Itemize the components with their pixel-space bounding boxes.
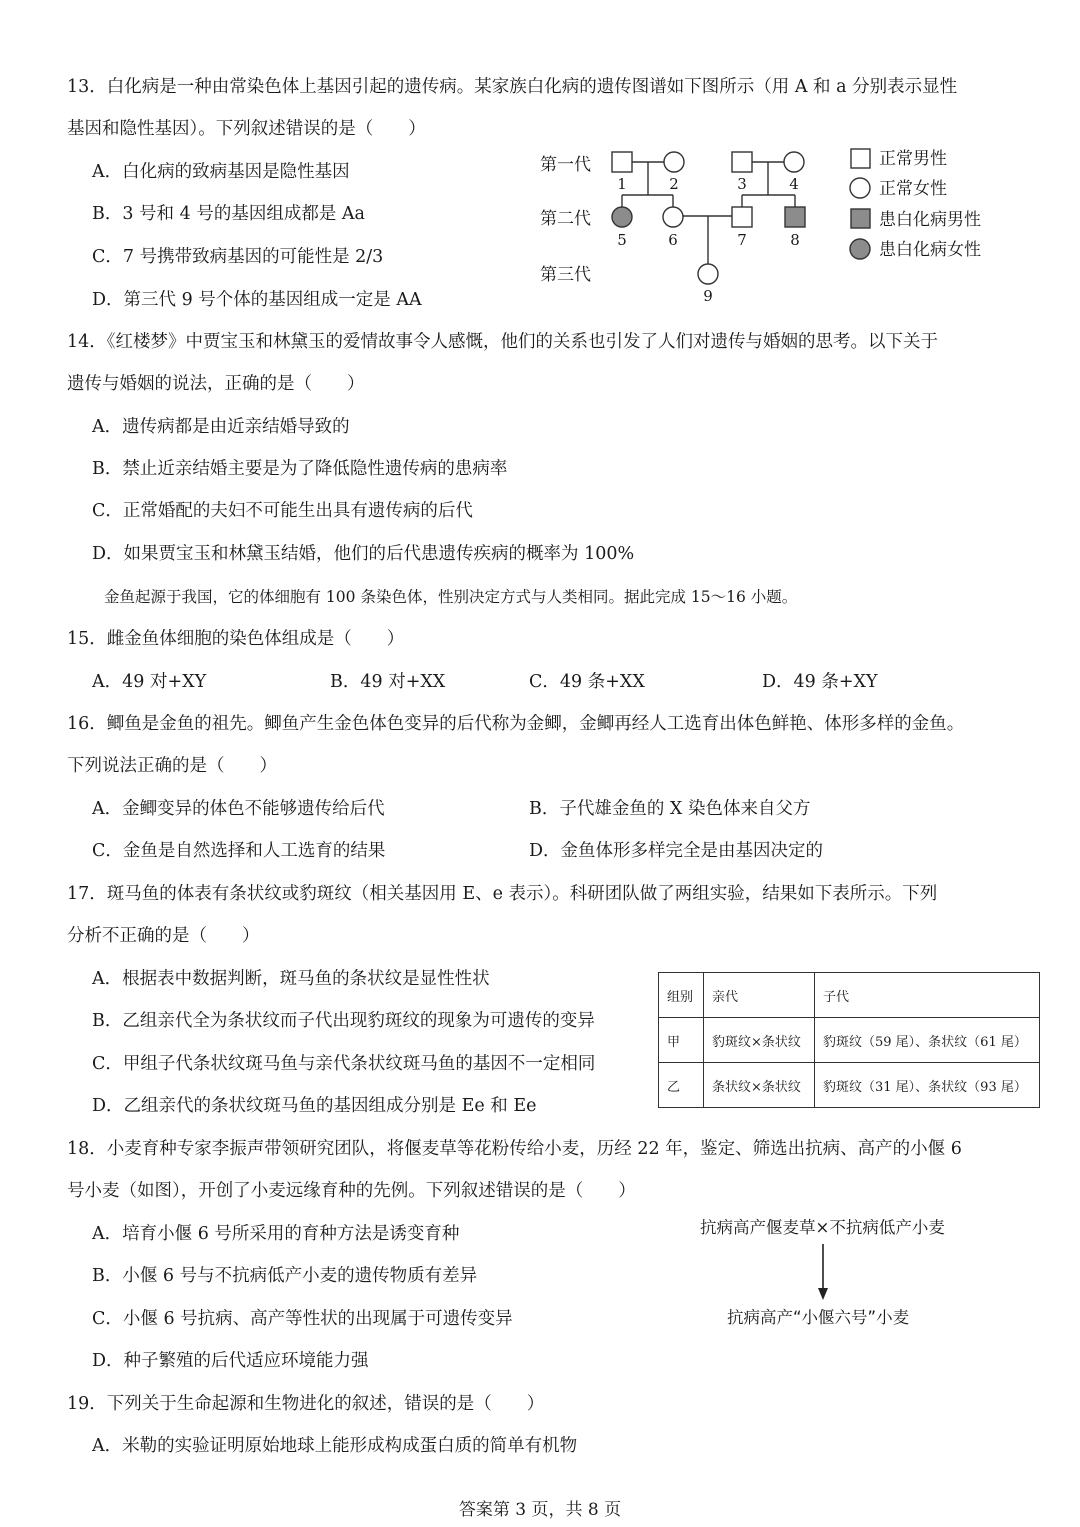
page-footer: 答案第 3 页，共 8 页 (458, 1500, 622, 1520)
q17-option-b: B．乙组亲代全为条状纹而子代出现豹斑纹的现象为可遗传的变异 (92, 1011, 595, 1031)
table-cell: 豹斑纹（59 尾）、条状纹（61 尾） (815, 1018, 1040, 1063)
q17-stem-line1: 17．斑马鱼的体表有条状纹或豹斑纹（相关基因用 E、e 表示）。科研团队做了两组实验，结果如下表所示。下列 (67, 884, 938, 904)
individual-label-3: 3 (737, 175, 747, 193)
q14-option-c: C．正常婚配的夫妇不可能生出具有遗传病的后代 (92, 501, 473, 521)
breeding-cross-label: 抗病高产偃麦草×不抗病低产小麦 (700, 1218, 945, 1237)
q15-option-d: D．49 条+XY (762, 672, 878, 692)
q18-stem-line1: 18．小麦育种专家李振声带领研究团队，将偃麦草等花粉传给小麦，历经 22 年，鉴定、筛选出抗病、高产的小偃 6 (67, 1139, 962, 1159)
pedigree-chart (530, 140, 1030, 315)
q18-stem-line2: 号小麦（如图），开创了小麦远缘育种的先例。下列叙述错误的是（ ） (67, 1181, 636, 1201)
individual-label-2: 2 (669, 175, 679, 193)
table-header-row (659, 973, 1040, 1018)
individual-8-affected-male (785, 207, 805, 227)
q19-stem: 19．下列关于生命起源和生物进化的叙述，错误的是（ ） (67, 1394, 545, 1414)
q15-option-c: C．49 条+XX (529, 672, 645, 692)
legend-normal-female-icon (850, 178, 870, 198)
intro-15-16: 金鱼起源于我国，它的体细胞有 100 条染色体，性别决定方式与人类相同。据此完成 15～16 小题。 (104, 588, 798, 606)
table-header-cell: 亲代 (704, 973, 815, 1018)
q14-option-b: B．禁止近亲结婚主要是为了降低隐性遗传病的患病率 (92, 459, 508, 479)
q13-option-b: B．3 号和 4 号的基因组成都是 Aa (92, 204, 365, 224)
table-header-cell: 子代 (815, 973, 1040, 1018)
down-arrow-icon (815, 1244, 831, 1302)
breeding-result-label: 抗病高产“小偃六号”小麦 (727, 1308, 910, 1327)
generation-label-1: 第一代 (540, 155, 591, 175)
q18-option-b: B．小偃 6 号与不抗病低产小麦的遗传物质有差异 (92, 1266, 478, 1286)
individual-label-8: 8 (790, 231, 800, 249)
q16-stem-line1: 16．鲫鱼是金鱼的祖先。鲫鱼产生金色体色变异的后代称为金鲫，金鲫再经人工选育出体色鲜艳、体形多样的金鱼。 (67, 714, 965, 734)
q15-stem: 15．雌金鱼体细胞的染色体组成是（ ） (67, 629, 405, 649)
q15-option-a: A．49 对+XY (92, 672, 207, 692)
experiment-table (658, 972, 1040, 1108)
individual-3-normal-male (732, 152, 752, 172)
q14-stem-line2: 遗传与婚姻的说法，正确的是（ ） (67, 374, 365, 394)
individual-6-normal-female (663, 207, 683, 227)
individual-7-normal-male (732, 207, 752, 227)
table-row (659, 1018, 1040, 1063)
individual-label-9: 9 (703, 287, 713, 305)
q16-option-b: B．子代雄金鱼的 X 染色体来自父方 (529, 799, 811, 819)
generation-label-2: 第二代 (540, 209, 591, 229)
q14-option-a: A．遗传病都是由近亲结婚导致的 (92, 417, 350, 437)
q13-stem-line2: 基因和隐性基因）。下列叙述错误的是（ ） (67, 119, 426, 139)
q14-stem-line1: 14．《红楼梦》中贾宝玉和林黛玉的爱情故事令人感慨，他们的关系也引发了人们对遗传与婚姻的思考。以下关于 (67, 332, 939, 352)
q17-option-d: D．乙组亲代的条状纹斑马鱼的基因组成分别是 Ee 和 Ee (92, 1096, 537, 1116)
q18-option-c: C．小偃 6 号抗病、高产等性状的出现属于可遗传变异 (92, 1309, 513, 1329)
individual-label-6: 6 (668, 231, 678, 249)
table-header-cell: 组别 (659, 973, 704, 1018)
q17-option-a: A．根据表中数据判断，斑马鱼的条状纹是显性性状 (92, 969, 490, 989)
legend-normal-male: 正常男性 (879, 149, 947, 169)
q18-option-a: A．培育小偃 6 号所采用的育种方法是诱变育种 (92, 1224, 460, 1244)
q16-option-c: C．金鱼是自然选择和人工选育的结果 (92, 841, 386, 861)
legend-normal-female: 正常女性 (879, 179, 947, 199)
individual-label-1: 1 (617, 175, 627, 193)
q13-option-c: C．7 号携带致病基因的可能性是 2/3 (92, 247, 384, 267)
legend-affected-female-icon (850, 239, 870, 259)
individual-4-normal-female (784, 152, 804, 172)
q13-option-a: A．白化病的致病基因是隐性基因 (92, 162, 350, 182)
q15-option-b: B．49 对+XX (330, 672, 446, 692)
q16-option-d: D．金鱼体形多样完全是由基因决定的 (529, 841, 824, 861)
individual-2-normal-female (664, 152, 684, 172)
table-cell: 豹斑纹×条状纹 (704, 1018, 815, 1063)
q13-stem-line1: 13．白化病是一种由常染色体上基因引起的遗传病。某家族白化病的遗传图谱如下图所示（用 A 和 a 分别表示显性 (67, 77, 958, 97)
q19-option-a: A．米勒的实验证明原始地球上能形成构成蛋白质的简单有机物 (92, 1436, 578, 1456)
individual-9-normal-female (698, 264, 718, 284)
legend-affected-female: 患白化病女性 (879, 240, 981, 260)
generation-label-3: 第三代 (540, 265, 591, 285)
individual-5-affected-female (612, 207, 632, 227)
table-cell: 豹斑纹（31 尾）、条状纹（93 尾） (815, 1063, 1040, 1108)
breeding-diagram (690, 1210, 990, 1330)
table-cell: 条状纹×条状纹 (704, 1063, 815, 1108)
table-row (659, 1063, 1040, 1108)
individual-label-5: 5 (617, 231, 627, 249)
q14-option-d: D．如果贾宝玉和林黛玉结婚，他们的后代患遗传疾病的概率为 100% (92, 544, 635, 564)
q16-option-a: A．金鲫变异的体色不能够遗传给后代 (92, 799, 385, 819)
individual-label-7: 7 (737, 231, 747, 249)
q13-option-d: D．第三代 9 号个体的基因组成一定是 AA (92, 290, 422, 310)
q17-option-c: C．甲组子代条状纹斑马鱼与亲代条状纹斑马鱼的基因不一定相同 (92, 1054, 596, 1074)
legend-affected-male-icon (851, 209, 870, 228)
q18-option-d: D．种子繁殖的后代适应环境能力强 (92, 1351, 369, 1371)
table-cell: 甲 (659, 1018, 704, 1063)
q16-stem-line2: 下列说法正确的是（ ） (67, 756, 277, 776)
legend-normal-male-icon (851, 149, 870, 168)
individual-1-normal-male (612, 152, 632, 172)
legend-affected-male: 患白化病男性 (879, 210, 981, 230)
individual-label-4: 4 (789, 175, 799, 193)
q17-stem-line2: 分析不正确的是（ ） (67, 926, 260, 946)
table-cell: 乙 (659, 1063, 704, 1108)
